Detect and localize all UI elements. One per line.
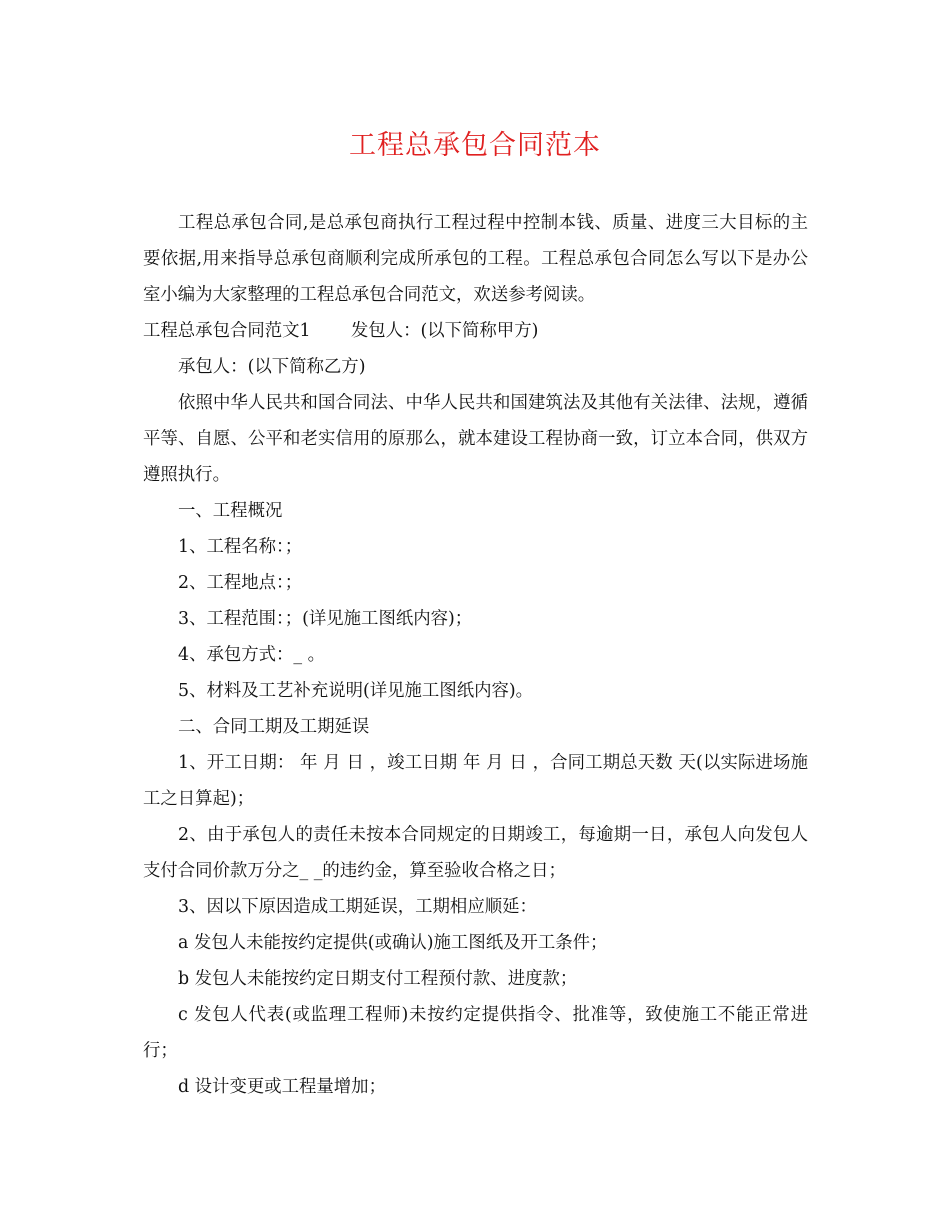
section-1-item-1: 1、工程名称：； <box>178 537 303 557</box>
section-1-item-5: 5、材料及工艺补充说明(详见施工图纸内容)。 <box>178 681 534 701</box>
sample-heading: 工程总承包合同范文1 发包人：(以下简称甲方) <box>143 321 539 341</box>
section-2-subitem-c: c 发包人代表(或监理工程师)未按约定提供指令、批准等，致使施工不能正常进行； <box>143 1005 808 1061</box>
section-2-subitem-a: a 发包人未能按约定提供(或确认)施工图纸及开工条件； <box>178 933 608 953</box>
intro-paragraph: 工程总承包合同,是总承包商执行工程过程中控制本钱、质量、进度三大目标的主要依据,用来指导总承包商顺利完成所承包的工程。工程总承包合同怎么写以下是办公室小编为大家整理的工程总承包合同范文，欢送参考阅读。 <box>143 213 808 305</box>
section-1-heading: 一、工程概况 <box>178 501 283 521</box>
contractor-line: 承包人：(以下简称乙方) <box>178 357 366 377</box>
section-1-item-4: 4、承包方式：_ 。 <box>178 645 326 665</box>
document-body <box>143 205 808 1105</box>
section-2-subitem-b: b 发包人未能按约定日期支付工程预付款、进度款； <box>178 969 578 989</box>
section-2-item-1: 1、开工日期： 年 月 日 ，竣工日期 年 月 日 ，合同工期总天数 天(以实际进场施工之日算起)； <box>143 753 808 809</box>
section-1-item-3: 3、工程范围：；(详见施工图纸内容)； <box>178 609 473 629</box>
section-2-heading: 二、合同工期及工期延误 <box>178 717 370 737</box>
section-2-item-3: 3、因以下原因造成工期延误，工期相应顺延： <box>178 897 537 917</box>
preamble-paragraph: 依照中华人民共和国合同法、中华人民共和国建筑法及其他有关法律、法规，遵循平等、自愿、公平和老实信用的原那么，就本建设工程协商一致，订立本合同，供双方遵照执行。 <box>143 393 808 485</box>
section-2-subitem-d: d 设计变更或工程量增加； <box>178 1077 386 1097</box>
section-1-item-2: 2、工程地点：； <box>178 573 303 593</box>
section-2-item-2: 2、由于承包人的责任未按本合同规定的日期竣工，每逾期一日，承包人向发包人支付合同价款万分之_ _的违约金，算至验收合格之日； <box>143 825 808 881</box>
document-title: 工程总承包合同范本 <box>349 130 601 161</box>
